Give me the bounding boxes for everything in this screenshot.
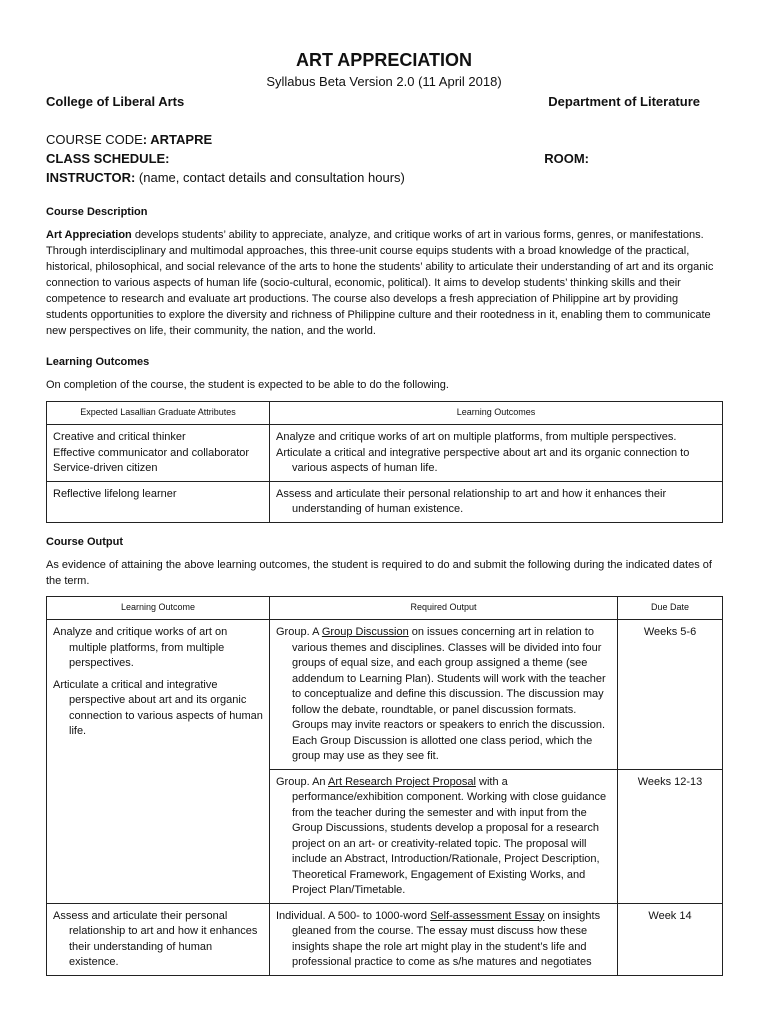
class-schedule-label: CLASS SCHEDULE: <box>46 151 170 166</box>
course-output-table <box>46 596 723 976</box>
table-row <box>47 620 723 770</box>
column-header: Required Output <box>270 597 618 620</box>
college-department-row <box>46 94 700 109</box>
attribute-item: Creative and critical thinker <box>53 431 186 443</box>
table-cell <box>270 620 618 770</box>
required-output-text <box>276 909 611 971</box>
course-code-value: : ARTAPRE <box>142 132 213 147</box>
group-discussion-term: Group Discussion <box>321 626 409 638</box>
due-date: Weeks 5-6 <box>618 620 723 770</box>
table-row <box>47 425 723 482</box>
course-description-text <box>46 227 722 339</box>
column-header: Due Date <box>618 597 723 620</box>
table-cell <box>47 903 270 975</box>
table-cell <box>47 481 270 522</box>
table-cell <box>270 481 723 522</box>
column-header: Expected Lasallian Graduate Attributes <box>47 402 270 425</box>
table-cell <box>270 903 618 975</box>
course-description-body: develops students’ ability to appreciate, analyze, and critique works of art in various forms, genres, or manifestations. Through interdisciplinary and multimodal approaches, this three-unit course equips students with a broad knowledge of the practical, historical, philosophical, and social relevance of the arts to hone the students’ ability to articulate their understanding of art and its organic connection to various aspects of human life (socio-cultural, economic, political). It aims to develop students’ thinking skills and their competence to research and evaluate art productions. The course also develops a fresh appreciation of Philippine art by providing students opportunities to explore the diversity and richness of Philippine culture and their rootedness in it, enabling them to communicate new perspectives on life, their community, the nation, and the world. <box>46 229 714 337</box>
course-description-lead: Art Appreciation <box>46 229 132 241</box>
output-prefix: Group. An <box>276 775 328 788</box>
instructor-value: (name, contact details and consultation hours) <box>135 170 405 185</box>
outcome-item: Analyze and critique works of art on multiple platforms, from multiple perspectives. <box>53 626 228 669</box>
due-date: Week 14 <box>618 903 723 975</box>
outcome-item: Assess and articulate their personal relationship to art and how it enhances their understanding of human existence. <box>53 909 258 968</box>
instructor-line <box>46 170 405 185</box>
attribute-item: Effective communicator and collaborator <box>53 446 250 459</box>
table-row <box>47 903 723 975</box>
self-assessment-term: Self-assessment Essay <box>430 909 545 922</box>
required-output-text <box>276 775 611 899</box>
learning-outcomes-table <box>46 401 723 523</box>
output-prefix: Group. A <box>276 626 322 638</box>
table-row <box>47 481 723 522</box>
table-cell <box>270 769 618 903</box>
schedule-room-row <box>46 151 589 166</box>
document-title: ART APPRECIATION <box>295 50 472 70</box>
course-code-line <box>46 132 212 147</box>
table-cell <box>47 620 270 904</box>
document-subtitle: Syllabus Beta Version 2.0 (11 April 2018) <box>266 74 502 89</box>
attribute-item: Service-driven citizen <box>53 462 158 474</box>
output-description: on insights gleaned from the course. The essay must discuss how these insights shape the role art might play in the student’s life and professional practice to come as s/he matures and negotiates <box>292 909 601 968</box>
output-prefix: Individual. A 500- to 1000-word <box>276 909 431 922</box>
table-header-row <box>47 402 723 425</box>
table-cell <box>47 425 270 482</box>
output-description: on issues concerning art in relation to various themes and disciplines. Classes will be divided into four groups of equal size, and each group assigned a theme (see addendum to Learning Plan). Students will work with the teacher to conceptualize and define this discussion. The discussion may follow the debate, roundtable, or panel discussion formats. Groups may invite reactors or speakers to enrich the discussion. Each Group Discussion is allotted one class period, which the group may use as they see fit. <box>292 626 606 762</box>
course-output-intro: As evidence of attaining the above learning outcomes, the student is required to do and submit the following during the indicated dates of the term. <box>46 559 712 587</box>
table-cell <box>270 425 723 482</box>
research-proposal-term: Art Research Project Proposal <box>327 775 476 788</box>
college-name: College of Liberal Arts <box>46 94 185 109</box>
room-label: ROOM: <box>544 151 589 166</box>
table-header-row <box>47 597 723 620</box>
column-header: Learning Outcomes <box>270 402 723 425</box>
learning-outcomes-heading: Learning Outcomes <box>46 356 150 368</box>
outcome-item: Articulate a critical and integrative perspective about art and its organic connection to various aspects of human life. <box>276 446 690 474</box>
outcome-item: Analyze and critique works of art on multiple platforms, from multiple perspectives. <box>276 431 677 443</box>
column-header: Learning Outcome <box>47 597 270 620</box>
course-code-label: COURSE CODE <box>46 132 143 147</box>
output-description: with a performance/exhibition component. Working with close guidance from the teacher during the semester and with input from the Group Discussions, students develop a proposal for a research project on an art- or creativity-related topic. The proposal will include an Abstract, Introduction/Rationale, Project Description, Theoretical Framework, Engagement of Existing Works, and Project Plan/Timetable. <box>292 775 607 896</box>
course-output-heading: Course Output <box>46 536 123 548</box>
instructor-label: INSTRUCTOR: <box>46 170 136 185</box>
course-description-heading: Course Description <box>46 206 148 218</box>
due-date: Weeks 12-13 <box>618 769 723 903</box>
required-output-text <box>276 625 611 765</box>
department-name: Department of Literature <box>548 94 700 109</box>
attribute-item: Reflective lifelong learner <box>53 487 177 500</box>
learning-outcomes-intro: On completion of the course, the student is expected to be able to do the following. <box>46 379 449 391</box>
outcome-item: Articulate a critical and integrative perspective about art and its organic connection to various aspects of human life. <box>53 678 263 737</box>
outcome-item: Assess and articulate their personal relationship to art and how it enhances their understanding of human existence. <box>276 487 667 515</box>
